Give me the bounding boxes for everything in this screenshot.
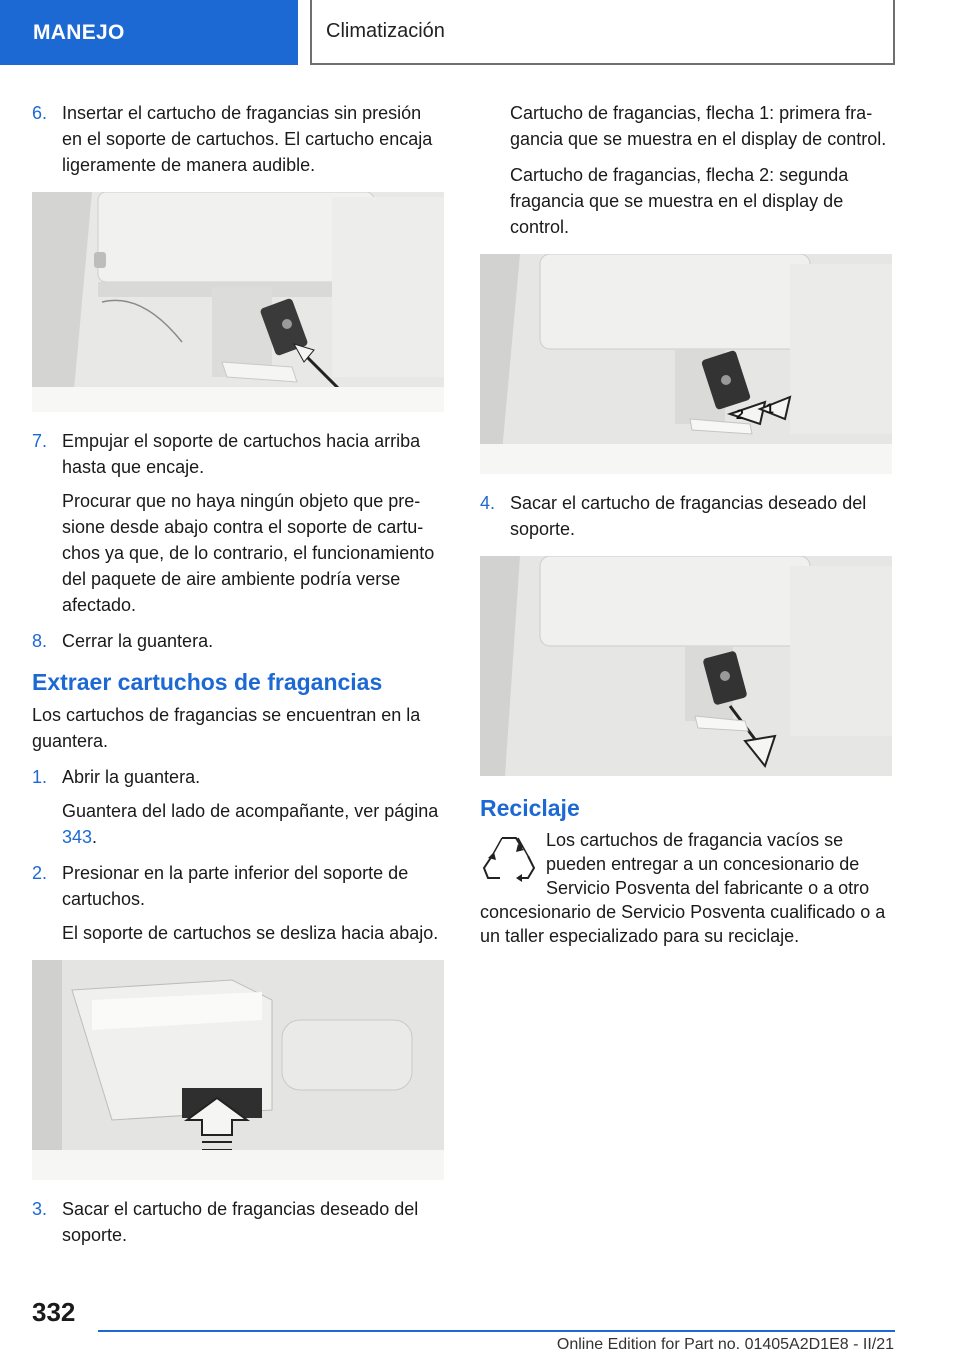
step-3 [32,1196,444,1248]
step-text: Presionar en la parte inferior del soporte de cartuchos. [62,863,409,909]
arrow-2-description: Cartucho de fragancias, flecha 2: segunda fragancia que se muestra en el display de control. [510,165,849,237]
edition-text: Online Edition for Part no. 01405A2D1E8 - II/21 [556,1336,894,1353]
photo-remove-cartridge [480,556,892,776]
step-text: Sacar el cartucho de fragancias deseado del soporte. [510,493,867,539]
step-2 [32,860,444,946]
step-number: 3. [32,1199,48,1219]
step-1 [32,764,444,850]
photo-insert-cartridge [32,192,444,412]
section-title: MANEJO [33,20,125,44]
step-number: 6. [32,103,48,123]
arrow-label-1: 1 [766,400,774,416]
step-7 [32,428,444,618]
photo-press-holder [32,960,444,1180]
step-number: 2. [32,863,48,883]
page-link[interactable]: 343 [62,827,93,847]
recycle-text: Los cartuchos de fragancia vacíos se pueden entregar a un concesionario de Servicio Posventa del fabricante o a otro [546,830,870,898]
section-heading: Extraer cartuchos de fragancias [32,669,383,695]
step-text: Sacar el cartucho de fragancias deseado del soporte. [62,1199,419,1245]
chapter-tab [310,0,895,65]
chapter-title: Climatización [326,20,445,42]
step-text: Abrir la guantera. [62,767,201,787]
arrow-1-description: Cartucho de fragancias, flecha 1: primera fragancia que se muestra en el display de control. [510,103,887,149]
step-note: Procurar que no haya ningún objeto que presione desde abajo contra el soporte de cartuchos ya que, de lo contrario, el funcionamiento del paquete de aire ambiente podría verse afectado. [62,491,435,615]
section-tab [0,0,298,65]
step-text: Empujar el soporte de cartuchos hacia arriba hasta que encaje. [62,431,421,477]
step-text: Insertar el cartucho de fragancias sin presión en el soporte de cartuchos. El cartucho encaja ligeramente de manera audible. [62,103,433,175]
recycle-block [480,828,892,948]
intro-paragraph: Los cartuchos de fragancias se encuentran en la guantera. [32,705,421,751]
step-number: 8. [32,631,48,651]
step-6 [32,100,444,178]
right-column [480,100,892,948]
step-number: 1. [32,767,48,787]
recycle-text-cont: concesionario de Servicio Posventa cualificado o a un taller especializado para su reciclaje. [480,902,886,946]
section-heading: Reciclaje [480,795,580,821]
step-8 [32,628,444,654]
footer-divider [98,1330,895,1332]
step-number: 4. [480,493,496,513]
recycle-icon [482,830,536,884]
step-4 [480,490,892,542]
photo-cartridge-arrows [480,254,892,474]
left-column [32,100,444,1258]
step-number: 7. [32,431,48,451]
page-number: 332 [32,1297,76,1327]
arrow-label-2: 2 [736,406,744,422]
step-note: Guantera del lado de acompañante, ver página 343. [62,801,439,847]
step-note: El soporte de cartuchos se desliza hacia abajo. [62,923,439,943]
step-text: Cerrar la guantera. [62,631,214,651]
